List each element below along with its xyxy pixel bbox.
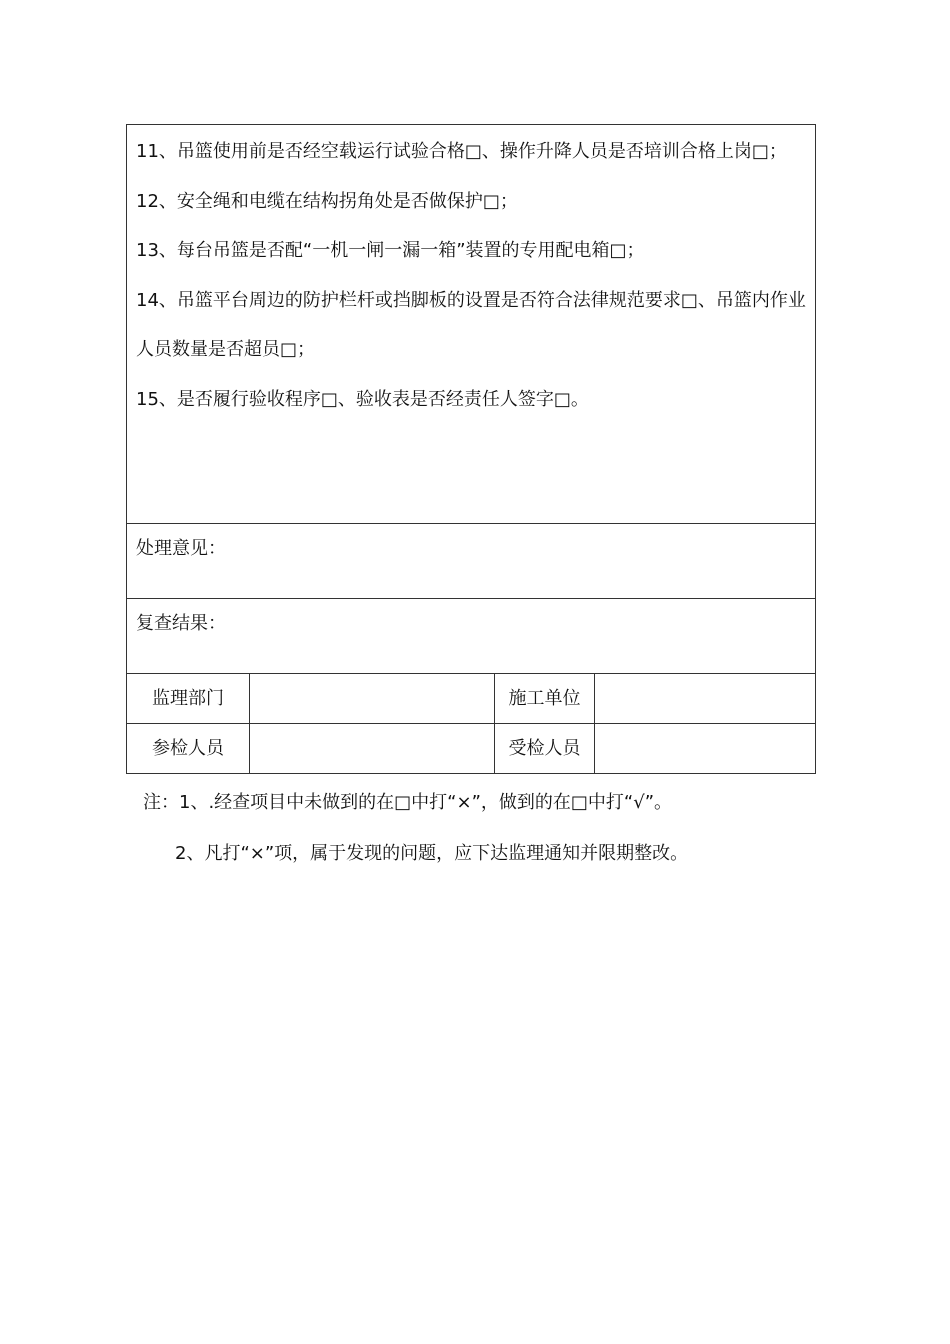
handling-opinion-cell[interactable]: [127, 524, 816, 599]
review-result-label: 复查结果：: [136, 613, 226, 634]
checklist-item-14: 14、吊篮平台周边的防护栏杆或挡脚板的设置是否符合法律规范要求□、吊篮内作业人员数量是否超员□；: [136, 289, 806, 360]
inspector-label: 参检人员: [127, 724, 250, 774]
inspected-field[interactable]: [595, 724, 816, 774]
supervision-dept-field[interactable]: [250, 674, 495, 724]
footnote-2: 2、凡打“×”项，属于发现的问题，应下达监理通知并限期整改。: [175, 843, 689, 864]
inspector-field[interactable]: [250, 724, 495, 774]
checklist-cell: [127, 125, 816, 524]
construction-unit-field[interactable]: [595, 674, 816, 724]
supervision-dept-label: 监理部门: [127, 674, 250, 724]
handling-opinion-label: 处理意见：: [136, 538, 226, 559]
footnote-1: 注：1、.经查项目中未做到的在□中打“×”，做到的在□中打“√”。: [143, 792, 673, 813]
checklist-item-13: 13、每台吊篮是否配“一机一闸一漏一箱”装置的专用配电箱□；: [136, 240, 645, 261]
review-result-cell[interactable]: [127, 599, 816, 674]
inspected-label: 受检人员: [495, 724, 595, 774]
checklist-item-15: 15、是否履行验收程序□、验收表是否经责任人签字□。: [136, 388, 589, 410]
checklist-item-12: 12、安全绳和电缆在结构拐角处是否做保护□；: [136, 190, 518, 212]
inspection-table: [126, 124, 816, 774]
construction-unit-label: 施工单位: [495, 674, 595, 724]
checklist-item-11: 11、吊篮使用前是否经空载运行试验合格□、操作升降人员是否培训合格上岗□；: [136, 141, 787, 162]
